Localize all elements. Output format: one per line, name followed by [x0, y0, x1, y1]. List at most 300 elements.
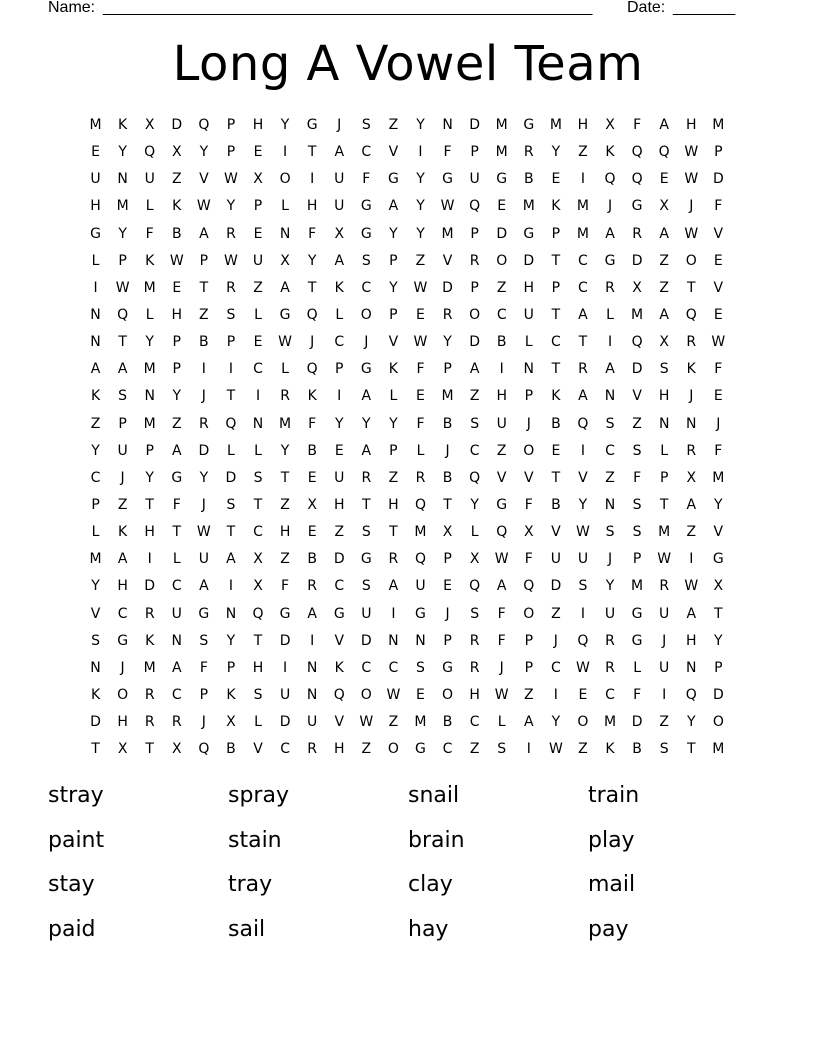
- grid-letter: A: [659, 117, 669, 133]
- grid-letter: T: [280, 469, 290, 486]
- grid-letter: S: [605, 415, 615, 432]
- grid-letter: L: [389, 388, 398, 405]
- grid-letter: P: [551, 225, 561, 242]
- grid-letter: E: [253, 334, 263, 351]
- grid-letter: X: [253, 578, 263, 595]
- grid-letter: T: [389, 524, 398, 541]
- grid-letter: Q: [225, 415, 237, 432]
- grid-letter: P: [470, 225, 479, 242]
- grid-letter: R: [171, 714, 182, 731]
- grid-letter: F: [145, 225, 154, 242]
- grid-letter: X: [253, 551, 263, 568]
- grid-letter: D: [90, 714, 101, 731]
- grid-letter: Y: [714, 632, 723, 649]
- grid-letter: Z: [253, 279, 263, 296]
- word-bank-item: play: [588, 827, 635, 853]
- grid-letter: T: [199, 279, 209, 296]
- grid-letter: P: [714, 659, 723, 676]
- grid-letter: S: [118, 388, 128, 405]
- grid-letter: N: [225, 605, 237, 622]
- grid-letter: Z: [523, 686, 534, 703]
- word-bank-item: hay: [408, 916, 449, 942]
- grid-letter: Q: [685, 686, 697, 703]
- grid-letter: P: [118, 415, 127, 432]
- grid-letter: R: [523, 144, 534, 161]
- grid-letter: Y: [389, 415, 398, 432]
- grid-letter: I: [580, 442, 586, 459]
- grid-letter: P: [226, 659, 236, 676]
- grid-letter: K: [388, 361, 398, 378]
- grid-letter: W: [684, 225, 699, 242]
- grid-letter: D: [712, 171, 724, 188]
- grid-letter: D: [279, 632, 291, 649]
- grid-letter: Y: [199, 469, 209, 486]
- grid-letter: Q: [469, 578, 481, 595]
- grid-letter: Y: [118, 225, 127, 242]
- grid-row: [82, 546, 732, 573]
- grid-letter: L: [335, 306, 344, 323]
- grid-letter: Y: [280, 442, 290, 459]
- date-blank: _______: [673, 0, 736, 16]
- grid-row: [82, 628, 732, 655]
- grid-letter: O: [360, 306, 372, 323]
- grid-letter: X: [523, 524, 534, 541]
- grid-letter: N: [523, 361, 535, 378]
- grid-letter: I: [499, 361, 504, 378]
- grid-letter: C: [361, 659, 372, 676]
- grid-letter: U: [659, 605, 670, 622]
- grid-letter: Q: [496, 524, 508, 541]
- grid-row: [82, 655, 732, 682]
- grid-letter: G: [523, 225, 535, 242]
- grid-letter: M: [549, 117, 562, 133]
- grid-letter: K: [90, 686, 101, 703]
- grid-letter: Y: [416, 225, 425, 242]
- grid-letter: M: [89, 551, 102, 568]
- grid-letter: E: [307, 469, 317, 486]
- grid-letter: M: [712, 741, 725, 758]
- grid-letter: M: [441, 388, 454, 405]
- grid-letter: C: [90, 469, 101, 486]
- grid-letter: P: [172, 334, 181, 351]
- grid-letter: I: [201, 361, 206, 378]
- grid-letter: G: [306, 117, 318, 133]
- grid-letter: Q: [198, 117, 210, 133]
- grid-letter: S: [361, 252, 371, 269]
- grid-letter: M: [279, 415, 292, 432]
- grid-letter: L: [91, 524, 100, 541]
- grid-letter: A: [90, 361, 101, 378]
- grid-letter: O: [279, 171, 291, 188]
- grid-letter: G: [415, 741, 426, 758]
- grid-letter: R: [144, 686, 155, 703]
- grid-letter: I: [689, 551, 694, 568]
- grid-letter: P: [443, 551, 452, 568]
- grid-letter: B: [307, 551, 317, 568]
- grid-letter: U: [279, 686, 291, 703]
- grid-letter: H: [252, 659, 264, 676]
- grid-letter: D: [550, 578, 562, 595]
- grid-letter: I: [553, 686, 558, 703]
- grid-letter: E: [91, 144, 100, 161]
- grid-letter: Y: [91, 442, 100, 459]
- date-label: Date:: [627, 0, 666, 16]
- grid-letter: K: [118, 117, 128, 133]
- page-title: Long A Vowel Team: [172, 36, 644, 92]
- grid-letter: Z: [632, 415, 642, 432]
- grid-letter: T: [226, 388, 236, 405]
- grid-letter: K: [605, 144, 615, 161]
- grid-letter: W: [576, 524, 590, 541]
- grid-letter: B: [171, 225, 182, 242]
- grid-letter: C: [605, 686, 615, 703]
- grid-letter: Y: [389, 279, 398, 296]
- grid-letter: N: [306, 686, 318, 703]
- grid-letter: M: [89, 117, 102, 133]
- grid-letter: N: [388, 632, 399, 649]
- grid-letter: Z: [171, 171, 182, 188]
- word-bank-item: stray: [48, 783, 104, 808]
- grid-letter: W: [278, 334, 292, 351]
- grid-letter: G: [442, 171, 453, 188]
- grid-letter: M: [603, 714, 617, 731]
- grid-letter: V: [334, 632, 345, 649]
- grid-letter: Q: [144, 144, 156, 161]
- grid-letter: Q: [577, 415, 589, 432]
- grid-letter: L: [416, 442, 425, 459]
- grid-letter: C: [550, 334, 561, 351]
- grid-letter: P: [524, 388, 534, 405]
- grid-letter: N: [604, 388, 616, 405]
- grid-letter: Q: [604, 171, 616, 188]
- grid-letter: L: [254, 306, 262, 323]
- grid-letter: H: [388, 496, 399, 513]
- grid-letter: N: [144, 388, 155, 405]
- grid-letter: D: [333, 551, 345, 568]
- grid-row: [82, 275, 732, 302]
- grid-row: [82, 383, 732, 410]
- grid-letter: P: [389, 442, 398, 459]
- grid-letter: R: [226, 279, 236, 296]
- grid-letter: H: [577, 117, 589, 133]
- grid-letter: Z: [415, 252, 426, 269]
- grid-letter: G: [333, 605, 345, 622]
- grid-letter: U: [523, 306, 534, 323]
- grid-letter: R: [605, 279, 615, 296]
- grid-letter: Y: [578, 496, 588, 513]
- grid-letter: K: [226, 686, 236, 703]
- grid-letter: F: [497, 605, 506, 622]
- name-label: Name:: [48, 0, 96, 16]
- grid-letter: Q: [631, 171, 643, 188]
- grid-letter: F: [524, 496, 533, 513]
- grid-letter: W: [711, 334, 726, 351]
- grid-letter: B: [632, 741, 642, 758]
- grid-letter: E: [713, 252, 723, 269]
- grid-letter: N: [117, 171, 128, 188]
- grid-letter: X: [117, 741, 128, 758]
- grid-letter: Z: [578, 144, 588, 161]
- grid-letter: Q: [252, 605, 264, 622]
- grid-letter: W: [494, 551, 509, 568]
- grid-letter: A: [199, 578, 209, 595]
- grid-letter: L: [145, 306, 154, 323]
- grid-letter: E: [416, 686, 425, 703]
- grid-letter: U: [659, 659, 670, 676]
- grid-letter: T: [307, 144, 317, 161]
- grid-letter: G: [360, 225, 372, 242]
- grid-letter: P: [145, 442, 154, 459]
- grid-letter: O: [523, 442, 535, 459]
- grid-letter: T: [578, 334, 588, 351]
- grid-letter: M: [631, 578, 644, 595]
- grid-letter: X: [686, 469, 697, 486]
- grid-letter: Z: [551, 605, 561, 622]
- grid-letter: N: [686, 659, 697, 676]
- grid-letter: L: [254, 714, 262, 731]
- grid-letter: O: [685, 252, 697, 269]
- grid-letter: F: [443, 144, 452, 161]
- grid-letter: Y: [389, 225, 398, 242]
- grid-letter: J: [607, 198, 613, 215]
- grid-letter: A: [117, 551, 128, 568]
- grid-letter: B: [523, 171, 534, 188]
- grid-letter: V: [713, 225, 724, 242]
- grid-letter: H: [333, 496, 345, 513]
- grid-letter: P: [118, 252, 127, 269]
- grid-letter: E: [659, 171, 669, 188]
- grid-letter: Z: [280, 496, 290, 513]
- grid-letter: U: [415, 578, 426, 595]
- grid-letter: R: [469, 632, 480, 649]
- grid-letter: T: [551, 306, 561, 323]
- grid-letter: C: [550, 659, 561, 676]
- grid-letter: S: [470, 415, 480, 432]
- grid-letter: N: [442, 117, 453, 133]
- grid-letter: M: [658, 524, 671, 541]
- grid-letter: X: [280, 252, 290, 269]
- grid-letter: T: [145, 741, 154, 758]
- grid-letter: S: [253, 469, 263, 486]
- grid-letter: J: [120, 659, 125, 676]
- grid-letter: Y: [91, 578, 100, 595]
- grid-letter: F: [714, 198, 723, 215]
- grid-letter: Q: [414, 496, 426, 513]
- grid-letter: P: [389, 306, 398, 323]
- grid-letter: H: [523, 279, 535, 296]
- grid-letter: Y: [307, 252, 317, 269]
- grid-letter: E: [551, 171, 561, 188]
- grid-letter: N: [171, 632, 183, 649]
- grid-letter: Q: [577, 632, 589, 649]
- grid-row: [82, 193, 732, 220]
- grid-letter: U: [469, 171, 480, 188]
- grid-letter: S: [226, 496, 236, 513]
- grid-letter: I: [283, 144, 288, 161]
- word-bank-item: stay: [48, 872, 95, 897]
- grid-letter: M: [522, 198, 535, 215]
- grid-letter: C: [334, 578, 345, 595]
- grid-row: [82, 601, 732, 628]
- grid-letter: T: [551, 469, 561, 486]
- grid-letter: P: [226, 117, 236, 133]
- grid-letter: D: [198, 442, 210, 459]
- grid-letter: D: [469, 117, 481, 133]
- grid-letter: D: [279, 714, 291, 731]
- grid-letter: S: [361, 578, 371, 595]
- grid-letter: E: [416, 306, 425, 323]
- grid-letter: J: [120, 469, 125, 486]
- grid-letter: N: [90, 334, 101, 351]
- grid-letter: S: [659, 361, 669, 378]
- grid-letter: J: [201, 388, 206, 405]
- grid-letter: D: [144, 578, 156, 595]
- grid-letter: L: [281, 198, 289, 215]
- grid-letter: P: [632, 551, 642, 568]
- grid-letter: F: [714, 442, 723, 459]
- grid-letter: Z: [605, 469, 615, 486]
- grid-letter: N: [252, 415, 264, 432]
- grid-letter: I: [580, 605, 586, 622]
- grid-letter: I: [607, 334, 613, 351]
- grid-letter: T: [307, 279, 317, 296]
- grid-letter: N: [90, 659, 101, 676]
- grid-letter: H: [306, 198, 318, 215]
- grid-letter: W: [440, 198, 455, 215]
- grid-letter: T: [118, 334, 127, 351]
- grid-letter: P: [226, 144, 236, 161]
- grid-letter: V: [496, 469, 507, 486]
- grid-letter: R: [605, 632, 615, 649]
- grid-letter: W: [494, 686, 509, 703]
- grid-letter: T: [253, 496, 263, 513]
- grid-letter: M: [143, 279, 156, 296]
- grid-letter: V: [334, 714, 345, 731]
- grid-letter: G: [90, 225, 101, 242]
- grid-letter: F: [281, 578, 290, 595]
- grid-letter: C: [578, 252, 588, 269]
- grid-letter: U: [198, 551, 209, 568]
- word-bank-item: snail: [408, 783, 460, 808]
- grid-letter: J: [445, 442, 450, 459]
- grid-row: [82, 356, 732, 383]
- grid-letter: R: [415, 469, 426, 486]
- grid-letter: X: [469, 551, 480, 568]
- grid-letter: R: [144, 605, 155, 622]
- grid-letter: Q: [333, 686, 345, 703]
- grid-letter: H: [90, 198, 101, 215]
- grid-letter: M: [631, 306, 644, 323]
- grid-letter: E: [253, 225, 263, 242]
- grid-letter: G: [712, 551, 724, 568]
- grid-letter: C: [171, 686, 182, 703]
- grid-letter: F: [308, 225, 317, 242]
- grid-letter: S: [497, 741, 507, 758]
- grid-letter: P: [199, 686, 209, 703]
- grid-letter: C: [253, 361, 263, 378]
- grid-row: [82, 248, 732, 275]
- grid-letter: G: [604, 252, 616, 269]
- grid-letter: T: [145, 496, 154, 513]
- grid-letter: A: [686, 496, 697, 513]
- grid-letter: O: [117, 686, 129, 703]
- grid-letter: O: [496, 252, 508, 269]
- grid-letter: W: [169, 252, 184, 269]
- grid-letter: F: [633, 117, 642, 133]
- grid-letter: J: [445, 605, 450, 622]
- grid-letter: P: [714, 144, 723, 161]
- grid-letter: L: [172, 551, 181, 568]
- grid-row: [82, 221, 732, 248]
- grid-letter: M: [576, 198, 589, 215]
- grid-letter: G: [171, 469, 183, 486]
- grid-letter: I: [147, 551, 152, 568]
- grid-letter: P: [659, 469, 669, 486]
- grid-letter: E: [172, 279, 182, 296]
- grid-letter: C: [280, 741, 290, 758]
- grid-letter: J: [364, 334, 369, 351]
- grid-letter: J: [689, 388, 694, 405]
- grid-letter: S: [632, 524, 642, 541]
- grid-letter: N: [686, 415, 697, 432]
- grid-letter: C: [117, 605, 128, 622]
- grid-letter: Z: [388, 117, 399, 133]
- grid-letter: X: [171, 144, 182, 161]
- grid-letter: R: [605, 659, 615, 676]
- grid-letter: A: [524, 714, 534, 731]
- grid-letter: U: [252, 252, 264, 269]
- grid-letter: K: [334, 279, 344, 296]
- word-bank-item: train: [588, 783, 640, 808]
- grid-letter: I: [93, 279, 98, 296]
- grid-letter: Z: [686, 524, 697, 541]
- grid-letter: Z: [171, 415, 182, 432]
- grid-letter: A: [496, 578, 507, 595]
- grid-letter: X: [226, 714, 236, 731]
- grid-letter: X: [307, 496, 317, 513]
- grid-letter: J: [607, 551, 613, 568]
- grid-letter: R: [198, 415, 209, 432]
- grid-letter: D: [631, 361, 643, 378]
- grid-letter: M: [116, 198, 129, 215]
- grid-row: [82, 519, 732, 546]
- grid-letter: P: [226, 334, 236, 351]
- grid-letter: A: [361, 442, 372, 459]
- grid-letter: V: [199, 171, 209, 188]
- grid-letter: C: [253, 524, 263, 541]
- grid-letter: F: [633, 686, 642, 703]
- grid-letter: P: [470, 279, 479, 296]
- grid-letter: B: [442, 469, 453, 486]
- grid-letter: N: [306, 659, 318, 676]
- grid-letter: S: [361, 117, 371, 133]
- grid-letter: Z: [388, 469, 399, 486]
- grid-letter: Z: [659, 714, 669, 731]
- grid-letter: C: [388, 659, 399, 676]
- grid-letter: L: [497, 714, 506, 731]
- grid-letter: I: [310, 632, 315, 649]
- grid-letter: Q: [306, 361, 318, 378]
- grid-letter: Y: [686, 714, 696, 731]
- grid-letter: T: [659, 496, 669, 513]
- grid-letter: A: [578, 388, 588, 405]
- grid-letter: J: [553, 632, 558, 649]
- grid-letter: A: [171, 442, 182, 459]
- grid-letter: P: [443, 361, 452, 378]
- grid-letter: G: [631, 632, 643, 649]
- grid-letter: A: [280, 279, 290, 296]
- grid-letter: Y: [280, 117, 290, 133]
